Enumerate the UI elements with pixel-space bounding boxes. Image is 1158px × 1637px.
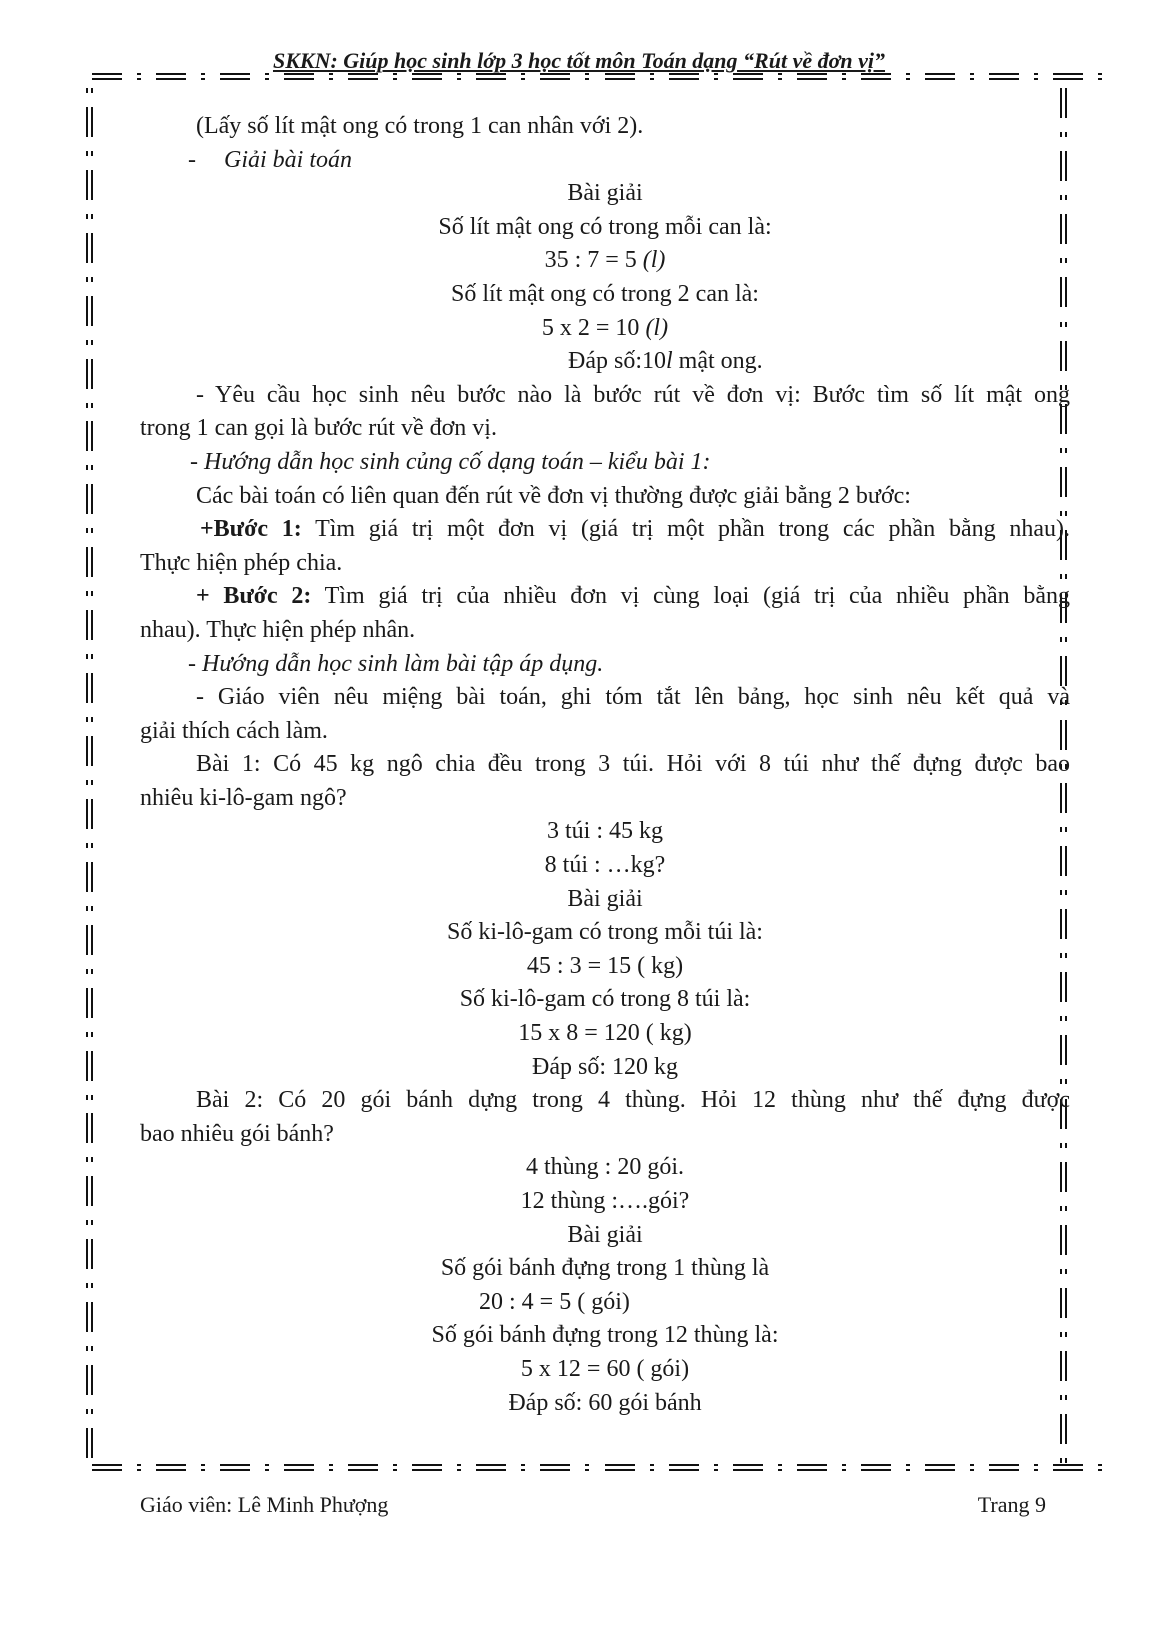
border-segment [86,107,93,137]
answer-rest: mật ong. [672,348,763,375]
teacher-name: Giáo viên: Lê Minh Phượng [140,1492,389,1517]
border-dot [650,1464,654,1471]
border-dot [970,73,974,80]
subheading-giai-bai-toan [140,144,1070,178]
border-segment [476,1464,506,1471]
border-dot [521,1464,525,1471]
equation: 35 : 7 = 5 [544,247,643,274]
border-segment [86,610,93,640]
border-segment [86,1302,93,1332]
border-segment [1053,73,1083,80]
border-dot [778,1464,782,1471]
border-dot [393,1464,397,1471]
solution-heading: Bài giải [567,1221,643,1248]
solution-line: Số lít mật ong có trong mỗi can là: [438,213,772,240]
border-segment [925,1464,955,1471]
border-segment [284,73,314,80]
solution-line [140,312,1070,346]
paragraph: - Yêu cầu học sinh nêu bước nào là bước rút về đơn vị: Bước tìm số lít mật ong [196,381,1070,408]
border-dot [778,73,782,80]
border-segment [86,925,93,955]
step-label: +Bước 1: [200,516,302,543]
border-segment [669,1464,699,1471]
page-number: Trang 9 [977,1492,1046,1517]
border-bottom [92,1461,1102,1473]
border-segment [412,73,442,80]
border-dot [1098,1464,1102,1471]
solution-heading: Bài giải [567,180,643,207]
border-segment [86,1428,93,1458]
border-segment [1053,1464,1083,1471]
border-dot [329,73,333,80]
border-segment [412,1464,442,1471]
paragraph: (Lấy số lít mật ong có trong 1 can nhân với 2). [196,113,644,139]
border-segment [86,1239,93,1269]
page-footer [140,1492,1046,1518]
border-segment [86,233,93,263]
unit: l [666,348,673,375]
border-dot [86,843,93,848]
border-segment [86,1176,93,1206]
border-dot [86,340,93,345]
summary-line: 8 túi : …kg? [544,852,666,879]
border-segment [669,73,699,80]
border-segment [86,673,93,703]
equation: 5 x 2 = 10 [541,314,646,341]
border-segment [86,736,93,766]
exercise-question: bao nhiêu gói bánh? [140,1120,334,1147]
border-dot [86,88,93,93]
border-dot [86,1157,93,1162]
border-left [84,88,94,1458]
unit: (l) [645,314,669,341]
border-segment [86,1051,93,1081]
border-segment [86,421,93,451]
solution-line [140,244,1070,278]
exercise-question: Bài 1: Có 45 kg ngô chia đều trong 3 túi. Hỏi với 8 túi như thế đựng được bao [196,751,1070,778]
border-dot [86,780,93,785]
border-segment [605,73,635,80]
solution-heading: Bài giải [567,885,643,912]
border-dot [842,73,846,80]
border-dot [86,151,93,156]
border-segment [540,1464,570,1471]
border-dot [86,403,93,408]
border-dot [1034,73,1038,80]
border-segment [348,1464,378,1471]
border-segment [86,359,93,389]
border-segment [540,73,570,80]
border-dot [86,1032,93,1037]
solution-line: Số gói bánh đựng trong 12 thùng là: [431,1322,779,1349]
solution-line: Số gói bánh đựng trong 1 thùng là [440,1255,770,1282]
answer-line [140,345,1070,379]
border-dot [1034,1464,1038,1471]
step-1 [140,513,1070,547]
border-dot [970,1464,974,1471]
solution-line: Số lít mật ong có trong 2 can là: [451,280,759,307]
paragraph: nhau). Thực hiện phép nhân. [140,616,416,643]
border-dot [86,277,93,282]
border-dot [521,73,525,80]
border-dot [86,528,93,533]
paragraph: Thực hiện phép chia. [140,549,343,576]
step-text: Tìm giá trị của nhiều đơn vị cùng loại (giá trị của nhiều phần bằng [311,583,1070,610]
border-dot [86,1095,93,1100]
border-segment [86,1365,93,1395]
border-segment [86,799,93,829]
solution-line: Số ki-lô-gam có trong 8 túi là: [459,986,751,1013]
border-segment [156,73,186,80]
border-segment [861,73,891,80]
solution-line: 20 : 4 = 5 ( gói) [479,1288,630,1315]
border-dot [650,73,654,80]
border-dot [906,1464,910,1471]
border-segment [476,73,506,80]
border-segment [86,170,93,200]
header-title: SKKN: Giúp học sinh lớp 3 học tốt môn Toán dạng “Rút về đơn vị” [272,48,886,73]
border-dot [137,73,141,80]
border-segment [861,1464,891,1471]
border-segment [86,862,93,892]
border-dot [329,1464,333,1471]
border-segment [86,988,93,1018]
exercise-question: Bài 2: Có 20 gói bánh dựng trong 4 thùng. Hỏi 12 thùng như thế đựng được [196,1087,1070,1114]
border-segment [92,1464,122,1471]
border-dot [86,465,93,470]
border-segment [92,73,122,80]
exercise-2 [140,1084,1070,1420]
dash: - [188,146,196,173]
border-dot [457,73,461,80]
border-dot [86,214,93,219]
border-segment [733,1464,763,1471]
subheading-text: Giải bài toán [224,146,353,173]
border-dot [1098,73,1102,80]
step-text: Tìm giá trị một đơn vị (giá trị một phần trong các phần bằng nhau). [301,516,1070,543]
border-segment [733,73,763,80]
subheading: - Hướng dẫn học sinh củng cố dạng toán – kiểu bài 1: [190,448,711,475]
border-dot [86,654,93,659]
border-segment [86,1113,93,1143]
border-dot [1060,1458,1067,1463]
border-dot [86,1346,93,1351]
summary-line: 4 thùng : 20 gói. [525,1154,684,1181]
paragraph: trong 1 can gọi là bước rút về đơn vị. [140,415,497,442]
border-dot [714,1464,718,1471]
border-dot [86,969,93,974]
border-segment [220,73,250,80]
answer-label: Đáp số:10 [568,348,666,375]
border-segment [86,296,93,326]
border-dot [86,1409,93,1414]
border-segment [86,547,93,577]
border-segment [797,1464,827,1471]
exercise-question: nhiêu ki-lô-gam ngô? [140,784,347,811]
unit: (l) [642,247,666,274]
summary-line: 3 túi : 45 kg [546,818,663,845]
subheading: - Hướng dẫn học sinh làm bài tập áp dụng. [188,650,604,677]
solution-1 [140,177,1070,379]
step-2 [140,580,1070,614]
border-dot [201,73,205,80]
solution-line: 15 x 8 = 120 ( kg) [518,1020,692,1047]
border-segment [86,484,93,514]
border-segment [605,1464,635,1471]
border-dot [585,1464,589,1471]
answer-line: Đáp số: 60 gói bánh [508,1389,702,1416]
border-dot [585,73,589,80]
border-segment [797,73,827,80]
summary-line: 12 thùng :….gói? [520,1188,690,1214]
border-dot [457,1464,461,1471]
border-dot [137,1464,141,1471]
border-segment [925,73,955,80]
exercise-1 [140,748,1070,1084]
border-dot [393,73,397,80]
paragraph: Các bài toán có liên quan đến rút về đơn vị thường được giải bằng 2 bước: [196,482,911,509]
document-body [140,110,1070,1420]
border-dot [714,73,718,80]
paragraph: - Giáo viên nêu miệng bài toán, ghi tóm tắt lên bảng, học sinh nêu kết quả và [196,684,1070,711]
border-dot [86,717,93,722]
border-segment [220,1464,250,1471]
border-dot [86,906,93,911]
border-dot [86,1220,93,1225]
border-segment [989,1464,1019,1471]
border-segment [348,73,378,80]
solution-line: Số ki-lô-gam có trong mỗi túi là: [447,919,763,946]
answer-line: Đáp số: 120 kg [532,1053,678,1080]
border-segment [156,1464,186,1471]
border-dot [265,1464,269,1471]
paragraph: giải thích cách làm. [140,717,328,744]
border-dot [906,73,910,80]
border-top [92,70,1102,82]
step-label: + Bước 2: [196,583,312,610]
border-dot [265,73,269,80]
border-dot [86,591,93,596]
border-segment [284,1464,314,1471]
border-dot [201,1464,205,1471]
solution-line: 5 x 12 = 60 ( gói) [520,1355,690,1382]
border-dot [842,1464,846,1471]
border-segment [989,73,1019,80]
border-dot [86,1283,93,1288]
solution-line: 45 : 3 = 15 ( kg) [526,952,684,979]
